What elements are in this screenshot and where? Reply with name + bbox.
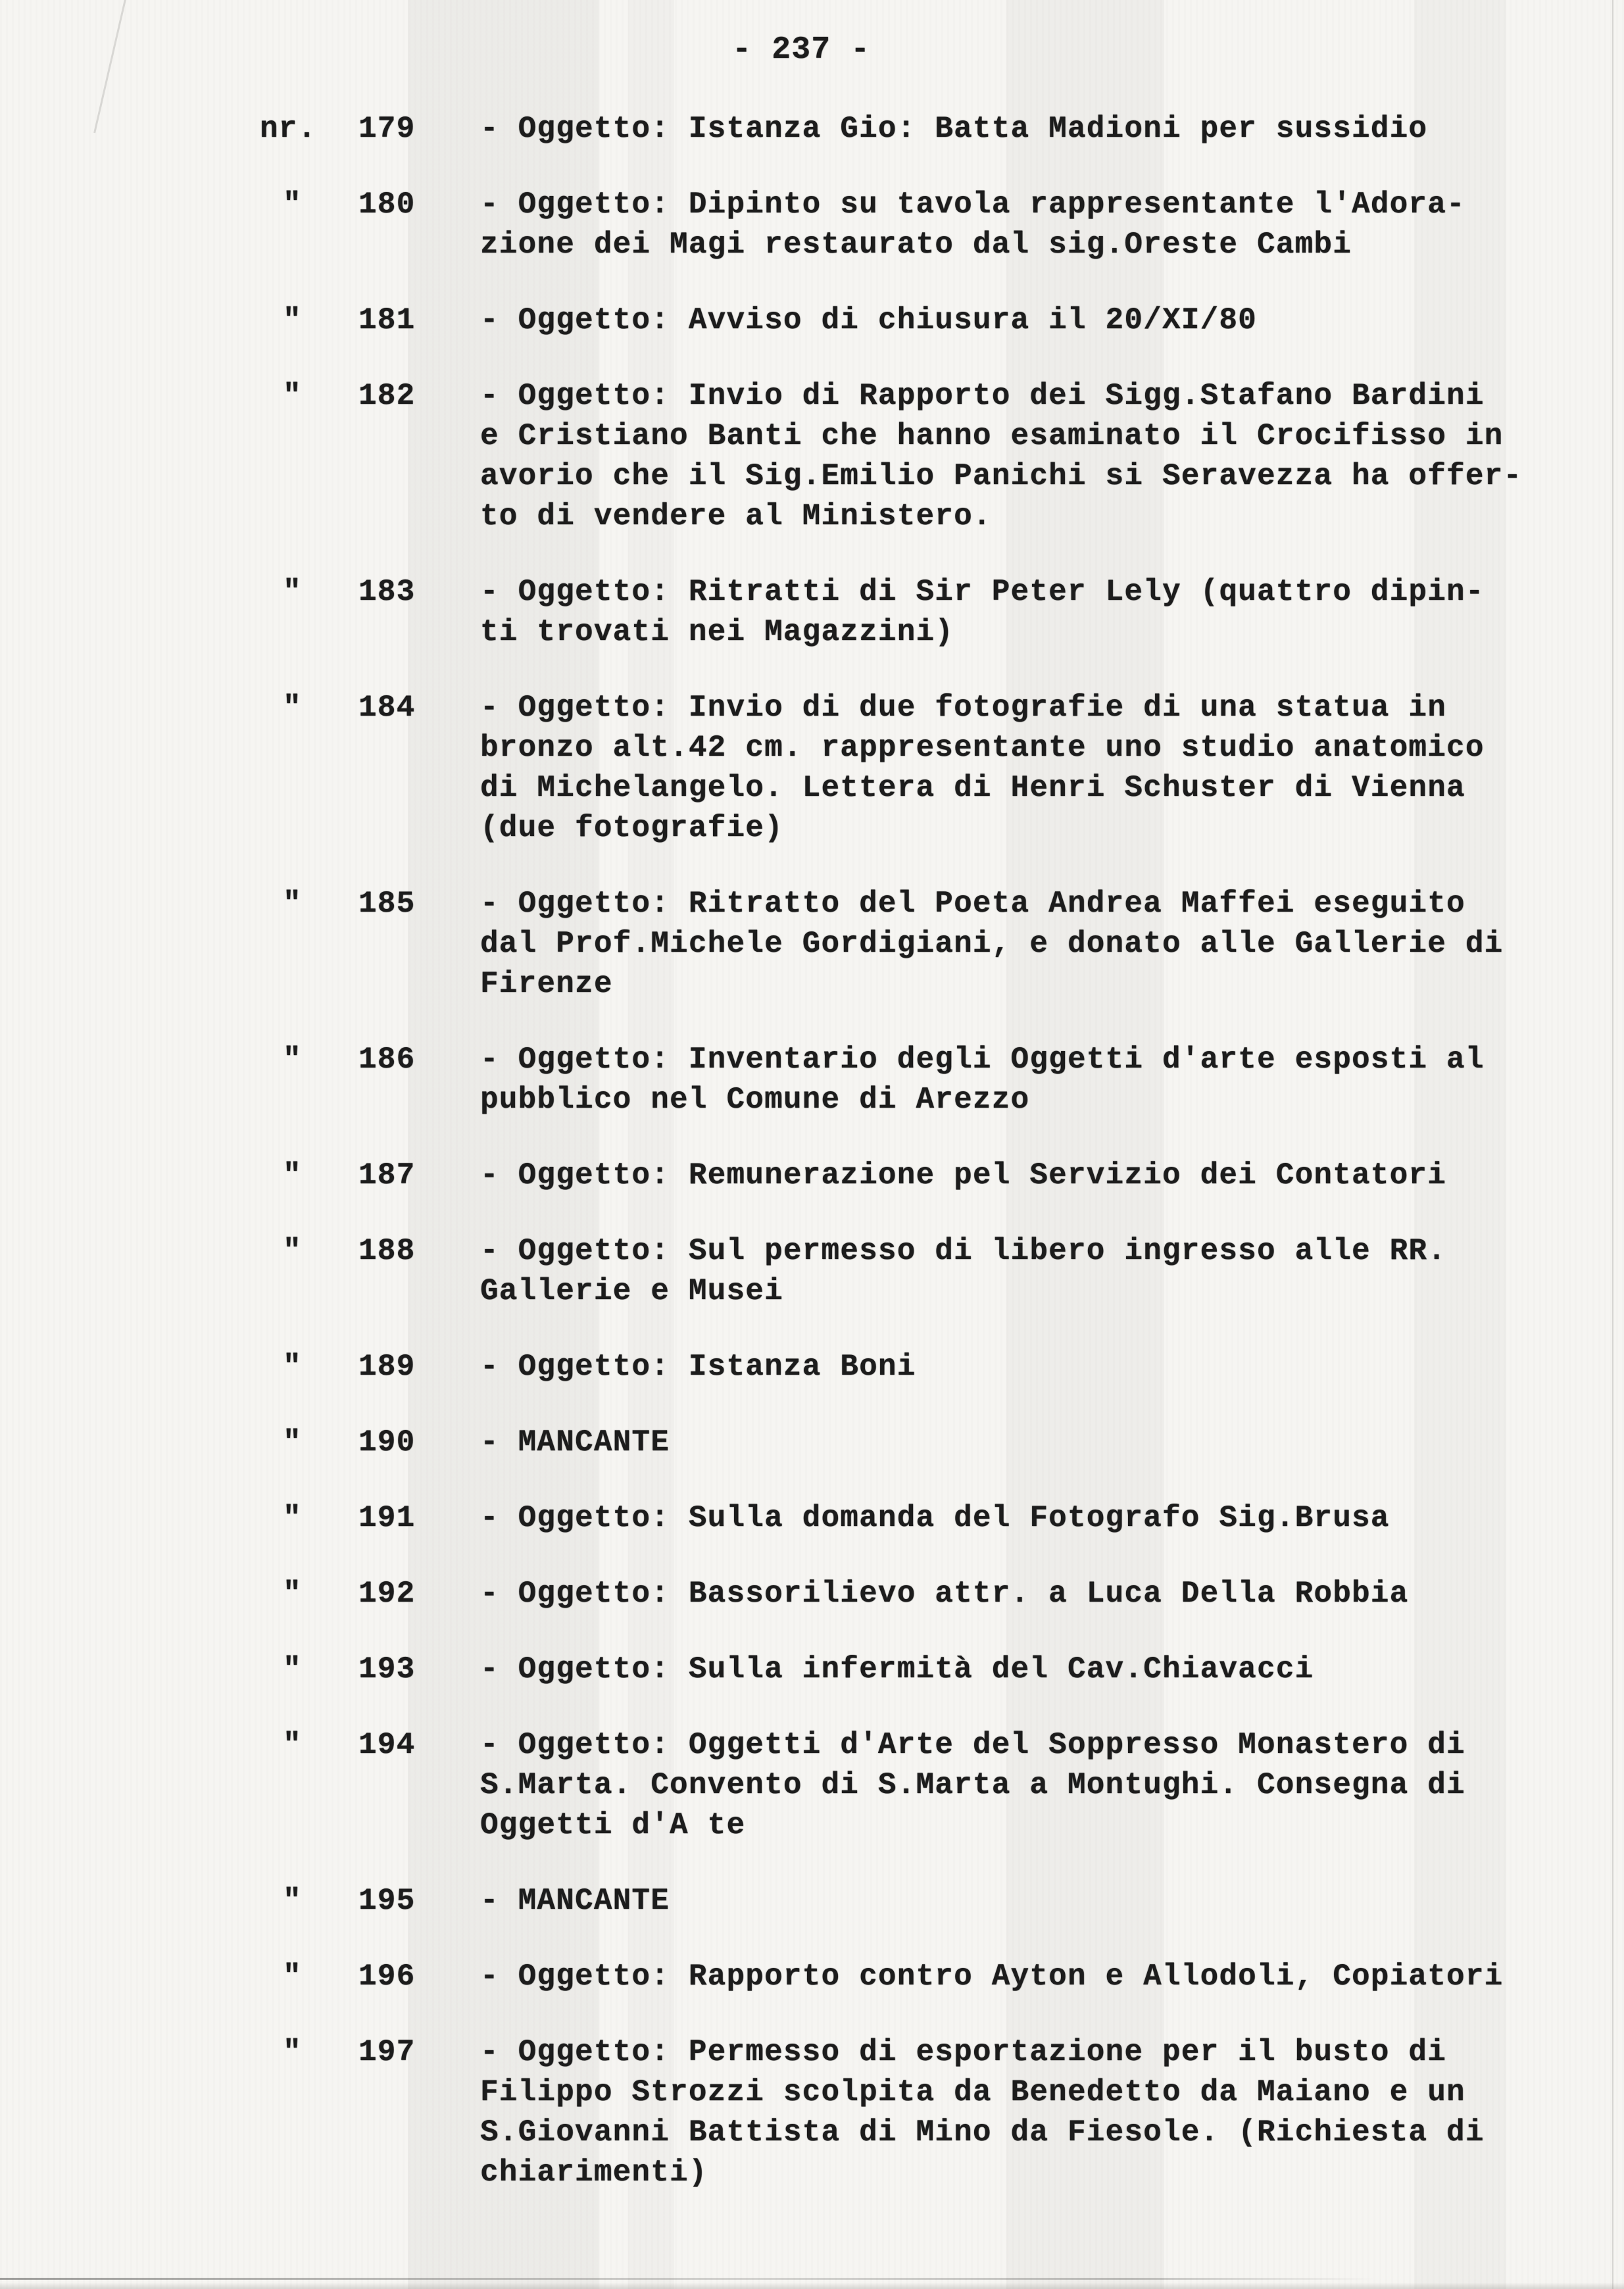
entry-line: - Oggetto: Istanza Gio: Batta Madioni per sussidio	[480, 112, 1428, 146]
entry-line: - Oggetto: Permesso di esportazione per il busto di	[480, 2035, 1447, 2069]
entry-line: - Oggetto: Invio di Rapporto dei Sigg.Stafano Bardini	[480, 379, 1485, 413]
ditto-mark: "	[283, 1043, 302, 1077]
list-item	[260, 1347, 1624, 1387]
entry-line: pubblico nel Comune di Arezzo	[480, 1083, 1030, 1117]
entry-line: - Oggetto: Avviso di chiusura il 20/XI/80	[480, 303, 1257, 337]
entry-line: - Oggetto: Sulla infermità del Cav.Chiavacci	[480, 1652, 1314, 1686]
entry-line: di Michelangelo. Lettera di Henri Schuster di Vienna	[480, 771, 1465, 805]
entry-line: - Oggetto: Bassorilievo attr. a Luca Della Robbia	[480, 1577, 1409, 1611]
entry-number: 191	[358, 1501, 416, 1535]
entry-line: S.Giovanni Battista di Mino da Fiesole. (Richiesta di	[480, 2115, 1485, 2150]
list-item	[260, 1423, 1624, 1463]
ditto-mark: "	[283, 303, 302, 337]
entry-text	[480, 301, 1624, 341]
entry-line: Gallerie e Musei	[480, 1274, 783, 1308]
entry-number: 187	[358, 1158, 416, 1193]
entry-text	[480, 185, 1624, 265]
entry-line: (due fotografie)	[480, 811, 783, 845]
entry-text	[480, 2032, 1624, 2193]
list-item	[260, 1040, 1624, 1120]
entry-text	[480, 1423, 1624, 1463]
ditto-mark: "	[283, 1652, 302, 1686]
entry-line: - Oggetto: Remunerazione pel Servizio dei Contatori	[480, 1158, 1447, 1193]
list-item	[260, 1957, 1624, 1997]
scan-edge-bottom-shade	[0, 2282, 1624, 2289]
entry-number: 179	[358, 112, 416, 146]
ditto-mark: "	[283, 1577, 302, 1611]
entry-number: 195	[358, 1884, 416, 1918]
list-item	[260, 1725, 1624, 1846]
entry-text	[480, 1957, 1624, 1997]
ditto-mark: "	[283, 187, 302, 222]
list-item	[260, 884, 1624, 1004]
entry-line: - Oggetto: Dipinto su tavola rappresentante l'Adora-	[480, 187, 1465, 222]
entry-line: - Oggetto: Sulla domanda del Fotografo Sig.Brusa	[480, 1501, 1390, 1535]
entry-line: zione dei Magi restaurato dal sig.Oreste Cambi	[480, 228, 1352, 262]
entry-line: - MANCANTE	[480, 1884, 670, 1918]
list-item	[260, 2032, 1624, 2193]
entry-text	[480, 1347, 1624, 1387]
entry-text	[480, 109, 1624, 149]
entry-number: 190	[358, 1425, 416, 1460]
ditto-mark: "	[283, 1425, 302, 1460]
entry-line: - Oggetto: Ritratti di Sir Peter Lely (quattro dipin-	[480, 575, 1485, 609]
list-item	[260, 185, 1624, 265]
entry-line: S.Marta. Convento di S.Marta a Montughi. Consegna di	[480, 1768, 1465, 1802]
entry-text	[480, 1650, 1624, 1690]
entry-text	[480, 572, 1624, 652]
entry-text	[480, 1574, 1624, 1614]
entry-text	[480, 1231, 1624, 1312]
list-item	[260, 1881, 1624, 1921]
entry-line: chiarimenti)	[480, 2155, 708, 2190]
entry-number: 188	[358, 1234, 416, 1268]
entry-number: 180	[358, 187, 416, 222]
ditto-mark: "	[283, 575, 302, 609]
entry-text	[480, 688, 1624, 849]
ditto-mark: "	[283, 1350, 302, 1384]
entry-number: 189	[358, 1350, 416, 1384]
entry-text	[480, 376, 1624, 537]
entry-list	[0, 109, 1624, 2228]
entry-text	[480, 1881, 1624, 1921]
entry-number: 197	[358, 2035, 416, 2069]
entry-line: - Oggetto: Rapporto contro Ayton e Allodoli, Copiatori	[480, 1959, 1504, 1994]
ditto-mark: "	[283, 1158, 302, 1193]
entry-line: Firenze	[480, 967, 613, 1001]
page-number: - 237 -	[732, 32, 871, 68]
entry-text	[480, 1498, 1624, 1538]
ditto-mark: "	[283, 1728, 302, 1762]
entry-line: - Oggetto: Sul permesso di libero ingresso alle RR.	[480, 1234, 1447, 1268]
ditto-mark: "	[283, 887, 302, 921]
entry-number: 181	[358, 303, 416, 337]
list-item	[260, 1650, 1624, 1690]
entry-number: 185	[358, 887, 416, 921]
entry-line: avorio che il Sig.Emilio Panichi si Seravezza ha offer-	[480, 459, 1523, 493]
entry-line: - Oggetto: Inventario degli Oggetti d'arte esposti al	[480, 1043, 1485, 1077]
entry-number: 182	[358, 379, 416, 413]
ditto-mark: "	[283, 1884, 302, 1918]
scan-edge-bottom-line	[0, 2278, 1375, 2280]
entry-line: ti trovati nei Magazzini)	[480, 615, 954, 649]
ditto-mark: "	[283, 2035, 302, 2069]
entry-line: - Oggetto: Istanza Boni	[480, 1350, 916, 1384]
list-item	[260, 376, 1624, 537]
entry-line: Oggetti d'A te	[480, 1808, 746, 1842]
entry-number: 196	[358, 1959, 416, 1994]
entry-line: to di vendere al Ministero.	[480, 499, 992, 533]
ditto-mark: "	[283, 691, 302, 725]
list-item	[260, 1156, 1624, 1196]
entry-line: - Oggetto: Ritratto del Poeta Andrea Maffei eseguito	[480, 887, 1465, 921]
entry-number: 193	[358, 1652, 416, 1686]
entry-number: 192	[358, 1577, 416, 1611]
entry-number: 183	[358, 575, 416, 609]
list-item	[260, 301, 1624, 341]
list-item	[260, 1498, 1624, 1538]
entry-line: - Oggetto: Oggetti d'Arte del Soppresso Monastero di	[480, 1728, 1465, 1762]
ditto-mark: "	[283, 1234, 302, 1268]
entry-text	[480, 884, 1624, 1004]
entry-text	[480, 1040, 1624, 1120]
list-item	[260, 1574, 1624, 1614]
entry-line: bronzo alt.42 cm. rappresentante uno studio anatomico	[480, 731, 1485, 765]
list-item	[260, 688, 1624, 849]
entry-line: - Oggetto: Invio di due fotografie di una statua in	[480, 691, 1447, 725]
entry-line: e Cristiano Banti che hanno esaminato il Crocifisso in	[480, 419, 1504, 453]
list-item	[260, 109, 1624, 149]
entry-number: 184	[358, 691, 416, 725]
entry-line: - MANCANTE	[480, 1425, 670, 1460]
list-item	[260, 572, 1624, 652]
entry-number: 194	[358, 1728, 416, 1762]
ditto-mark: "	[283, 379, 302, 413]
ditto-mark: "	[283, 1501, 302, 1535]
entry-text	[480, 1725, 1624, 1846]
entry-line: Filippo Strozzi scolpita da Benedetto da Maiano e un	[480, 2075, 1465, 2109]
ditto-mark: nr.	[260, 112, 317, 146]
entry-line: dal Prof.Michele Gordigiani, e donato alle Gallerie di	[480, 927, 1504, 961]
list-item	[260, 1231, 1624, 1312]
ditto-mark: "	[283, 1959, 302, 1994]
entry-number: 186	[358, 1043, 416, 1077]
entry-text	[480, 1156, 1624, 1196]
